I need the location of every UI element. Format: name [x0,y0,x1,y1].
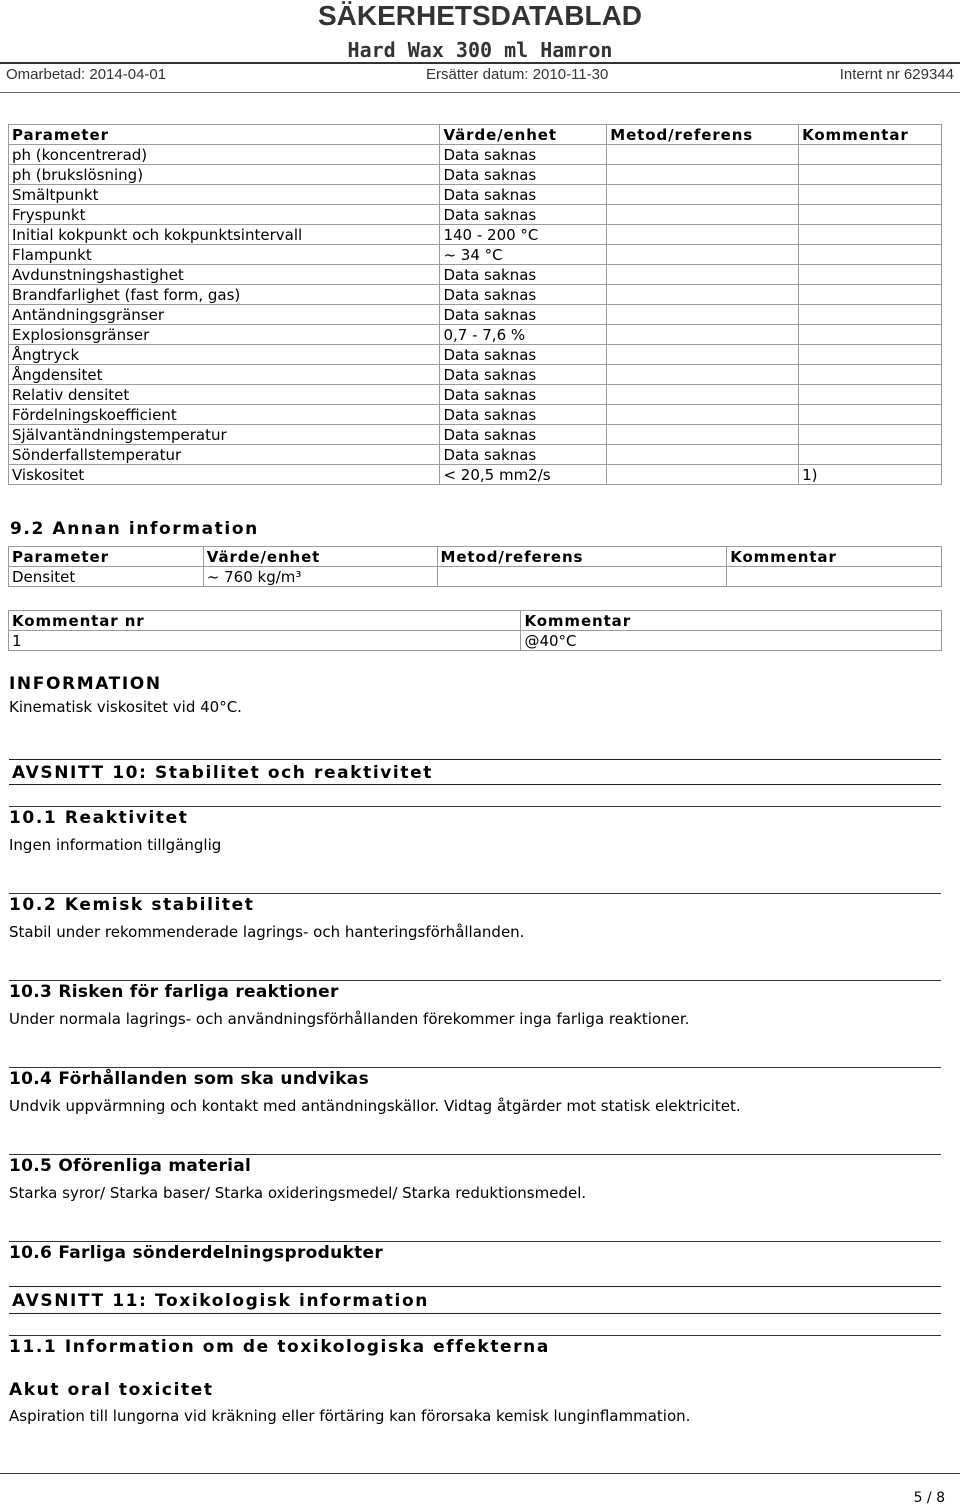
table-cell: Explosionsgränser [9,325,440,345]
table-cell: Självantändningstemperatur [9,425,440,445]
table-row [9,631,942,651]
column-header: Kommentar [727,547,942,567]
table-cell [799,305,942,325]
table-row [9,445,942,465]
table-cell: Data saknas [440,385,607,405]
acute-oral-toxicity-heading: Akut oral toxicitet [9,1380,214,1400]
table-cell [607,145,799,165]
table-cell: Data saknas [440,145,607,165]
table-cell [799,165,942,185]
table-cell: Initial kokpunkt och kokpunktsintervall [9,225,440,245]
table-cell: ph (brukslösning) [9,165,440,185]
section-10-1-text: Ingen information tillgänglig [9,836,222,854]
table-cell [799,185,942,205]
column-header: Parameter [9,125,440,145]
table-cell: Data saknas [440,345,607,365]
table-cell: Flampunkt [9,245,440,265]
table-row [9,285,942,305]
table-cell: 1 [9,631,521,651]
revised-date: Omarbetad: 2014-04-01 [6,66,167,83]
table-cell [607,345,799,365]
table-row [9,265,942,285]
divider [9,1067,941,1068]
section-10-2-heading: 10.2 Kemisk stabilitet [9,895,255,915]
table-cell [607,205,799,225]
table-header-row [9,611,942,631]
column-header: Kommentar [521,611,942,631]
table-row [9,365,942,385]
section-10-5-text: Starka syror/ Starka baser/ Starka oxideringsmedel/ Starka reduktionsmedel. [9,1184,587,1202]
section-10-4-heading: 10.4 Förhållanden som ska undvikas [9,1069,369,1089]
table-cell: Fryspunkt [9,205,440,225]
page-number: 5 / 8 [913,1490,945,1506]
divider [9,893,941,894]
table-row [9,205,942,225]
column-header: Värde/enhet [203,547,437,567]
footer-rule [0,1473,960,1474]
table-cell: Ångdensitet [9,365,440,385]
table-cell: Data saknas [440,365,607,385]
table-cell [799,445,942,465]
table-cell: Avdunstningshastighet [9,265,440,285]
column-header: Metod/referens [607,125,799,145]
section-11-heading: AVSNITT 11: Toxikologisk information [12,1291,429,1311]
table-cell [799,145,942,165]
replaces-date: Ersätter datum: 2010-11-30 [426,66,609,83]
properties-table [8,124,942,485]
table-cell [799,245,942,265]
table-cell [799,325,942,345]
column-header: Kommentar [799,125,942,145]
table-row [9,305,942,325]
table-cell [607,425,799,445]
table-header-row [9,125,942,145]
table-cell [437,567,727,587]
table-cell [799,265,942,285]
table-cell: Antändningsgränser [9,305,440,325]
table-cell [607,285,799,305]
table-cell [607,325,799,345]
section-10-2-text: Stabil under rekommenderade lagrings- och hanteringsförhållanden. [9,923,525,941]
table-cell [727,567,942,587]
internal-number: Internt nr 629344 [839,66,954,83]
table-row [9,225,942,245]
table-cell: 0,7 - 7,6 % [440,325,607,345]
table-cell: Data saknas [440,405,607,425]
properties-table-body [9,145,942,485]
information-heading: INFORMATION [9,674,162,694]
table-cell [799,285,942,305]
table-cell: Data saknas [440,185,607,205]
table-cell [607,385,799,405]
table-cell: Relativ densitet [9,385,440,405]
table-row [9,465,942,485]
product-name: Hard Wax 300 ml Hamron [347,38,613,62]
section-10-heading: AVSNITT 10: Stabilitet och reaktivitet [12,763,433,783]
table-cell [607,465,799,485]
section-10-3-heading: 10.3 Risken för farliga reaktioner [9,982,339,1002]
table-row [9,245,942,265]
table-cell [607,245,799,265]
table-cell: Data saknas [440,285,607,305]
table-row [9,345,942,365]
table-row [9,405,942,425]
information-text: Kinematisk viskositet vid 40°C. [9,698,242,716]
table-cell: Smältpunkt [9,185,440,205]
section-11-rule-bottom [9,1313,941,1314]
section-10-rule-top [9,759,941,760]
table-cell [607,305,799,325]
table-cell: ph (koncentrerad) [9,145,440,165]
table-cell [799,345,942,365]
table-cell: ~ 34 °C [440,245,607,265]
header-rule [0,62,960,64]
table-cell: Densitet [9,567,204,587]
table-cell: @40°C [521,631,942,651]
divider [9,806,941,807]
section-10-3-text: Under normala lagrings- och användningsförhållanden förekommer inga farliga reaktioner. [9,1010,690,1028]
table-cell [607,405,799,425]
table-cell: Fördelningskoefficient [9,405,440,425]
section-10-4-text: Undvik uppvärmning och kontakt med antändningskällor. Vidtag åtgärder mot statisk elektricitet. [9,1097,741,1115]
acute-oral-toxicity-text: Aspiration till lungorna vid kräkning eller förtäring kan förorsaka kemisk lunginflammation. [9,1407,691,1425]
table-cell: ~ 760 kg/m³ [203,567,437,587]
table-cell: Data saknas [440,205,607,225]
table-row [9,185,942,205]
table-cell [799,425,942,445]
table-cell: Ångtryck [9,345,440,365]
section-10-rule-bottom [9,784,941,785]
table-cell [799,405,942,425]
table-cell: 140 - 200 °C [440,225,607,245]
section-9-2-heading: 9.2 Annan information [10,519,259,539]
table-cell [607,165,799,185]
table-cell: Data saknas [440,445,607,465]
other-info-table [8,546,942,587]
table-cell: < 20,5 mm2/s [440,465,607,485]
table-row [9,385,942,405]
divider [9,1241,941,1242]
table-cell [607,445,799,465]
divider [9,1154,941,1155]
column-header: Kommentar nr [9,611,521,631]
comments-table [8,610,942,651]
table-cell: Viskositet [9,465,440,485]
table-cell: Data saknas [440,165,607,185]
table-row [9,325,942,345]
section-10-5-heading: 10.5 Oförenliga material [9,1156,252,1176]
document-title: SÄKERHETSDATABLAD [317,0,643,31]
table-cell [799,205,942,225]
divider [9,1335,941,1336]
table-cell [799,225,942,245]
column-header: Parameter [9,547,204,567]
table-cell: Data saknas [440,305,607,325]
table-cell [799,365,942,385]
table-cell [607,225,799,245]
column-header: Metod/referens [437,547,727,567]
table-cell [607,185,799,205]
table-row [9,425,942,445]
table-row [9,165,942,185]
section-10-1-heading: 10.1 Reaktivitet [9,808,189,828]
column-header: Värde/enhet [440,125,607,145]
table-cell: Data saknas [440,265,607,285]
table-row [9,145,942,165]
table-cell: Data saknas [440,425,607,445]
table-cell: Brandfarlighet (fast form, gas) [9,285,440,305]
table-header-row [9,547,942,567]
header-rule-bottom [0,92,960,93]
table-cell: 1) [799,465,942,485]
table-row [9,567,942,587]
section-11-1-heading: 11.1 Information om de toxikologiska effekterna [9,1337,550,1357]
table-cell [607,365,799,385]
table-cell [607,265,799,285]
table-cell: Sönderfallstemperatur [9,445,440,465]
section-10-6-heading: 10.6 Farliga sönderdelningsprodukter [9,1243,384,1263]
section-11-rule-top [9,1286,941,1287]
divider [9,980,941,981]
table-cell [799,385,942,405]
